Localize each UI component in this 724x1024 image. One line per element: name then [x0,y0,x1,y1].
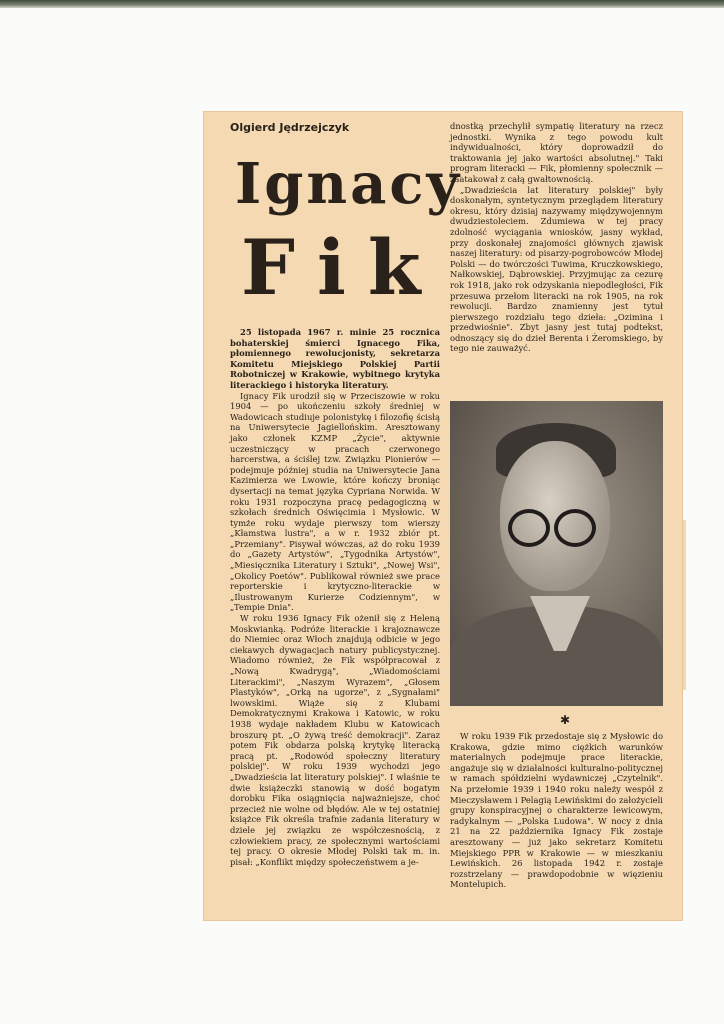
right-column-bottom [450,731,663,890]
glasses-right-lens [554,509,596,547]
lead-paragraph: 25 listopada 1967 r. minie 25 rocznica bohaterskiej śmierci Ignacego Fika, płomiennego rewolucjonisty, sekretarza Komitetu Miejskiego Polskiej Partii Robotniczej w Krakowie, wybitnego krytyka literackiego i historyka literatury. [230,327,440,390]
right-column-top [450,121,663,354]
left-paragraph: W roku 1936 Ignacy Fik ożenił się z Heleną Moskwianką. Podróże literackie i krajoznawcze do Niemiec oraz Włoch znajdują odbicie w jego ciekawych dywagacjach natury publicystycznej. Wiadomo również, że Fik współpracował z „Nową Kwadrygą", „Wiadomościami Literackimi", „Naszym Wyrazem", „Głosem Plastyków", „Orką na ugorze", z „Sygnałami" lwowskimi. Wiąże się z Klubami Demokratycznymi Krakowa i Katowic, w roku 1938 wydaje nakładem Klubu w Katowicach broszurę pt. „O żywą treść demokracji". Zaraz potem Fik obdarza polską krytykę literacką pracą pt. „Rodowód społeczny literatury polskiej". W roku 1939 wychodzi jego „Dwadzieścia lat literatury polskiej". I właśnie te dwie książeczki stanowią w dość bogatym dorobku Fika osiągnięcia najważniejsze, choć przecież nie wolne od błędów. Ale w tej ostatniej książce Fik określa trafnie zadania literatury w dziele jej związku ze współczesnością, z człowiekiem pracy, ze społecznymi wartościami tej pracy. O okresie Młodej Polski tak m. in. pisał: „Konflikt między społeczeństwem a je- [230,613,440,867]
right-paragraph: W roku 1939 Fik przedostaje się z Mysłowic do Krakowa, gdzie mimo ciężkich warunków materialnych podejmuje prace literackie, angażuje się w działalności kulturalno-politycznej w ramach spółdzielni wydawniczej „Czytelnik". Na przełomie 1939 i 1940 roku należy wespół z Mieczysławem i Pelagią Lewińskimi do założycieli grupy konspiracyjnej o charakterze lewicowym, radykalnym — „Polska Ludowa". W nocy z dnia 21 na 22 października Ignacy Fik zostaje aresztowany — już jako sekretarz Komitetu Miejskiego PPR w Krakowie — w mieszkaniu Lewińskich. 26 listopada 1942 r. zostaje rozstrzelany — prawdopodobnie w więzieniu Montelupich. [450,731,663,890]
article-author: Olgierd Jędrzejczyk [230,121,350,134]
newspaper-clipping [203,111,683,921]
article-title-last-name: Fik [241,223,443,312]
right-paragraph: dnostką przechylił sympatię literatury na rzecz jednostki. Wynika z tego powodu kult indywidualności, który doprowadził do traktowania jej jako wartości absolutnej." Taki program literacki — Fik, płomienny społecznik — zaatakował z całą gwałtownością. [450,121,663,184]
article-title-first-name: Ignacy [235,151,462,217]
section-separator: ✱ [560,713,571,727]
glasses-left-lens [508,509,550,547]
right-paragraph: „Dwadzieścia lat literatury polskiej" były doskonałym, syntetycznym przeglądem literatury okresu, który dzisiaj nazywamy międzywojennym dwudziestoleciem. Zdumiewa w tej pracy zdolność wyciągania wniosków, jasny wykład, przy doskonałej znajomości głównych zjawisk naszej literatury: od pisarzy-pogrobowców Młodej Polski — do twórczości Tuwima, Kruczkowskiego, Nałkowskiej, Dąbrowskiej. Przyjmując za cezurę rok 1918, jako rok odzyskania niepodległości, Fik przesuwa przełom literacki na rok 1905, na rok rewolucji. Bardzo znamienny jest tytuł pierwszego rozdziału tego dzieła: „Ozimina i przedwiośnie". Zbyt jasny jest tutaj podtekst, odnoszący się do dzieł Berenta i Żeromskiego, by tego nie zauważyć. [450,184,663,354]
left-paragraph: Ignacy Fik urodził się w Przeciszowie w roku 1904 — po ukończeniu szkoły średniej w Wadowicach studiuje polonistykę i filozofię ścisłą na Uniwersytecie Jagiellońskim. Aresztowany jako członek KZMP „Życie", aktywnie uczestniczący w pracach czerwonego harcerstwa, a ściślej tzw. Związku Pionierów — podejmuje później studia na Uniwersytecie Jana Kazimierza we Lwowie, które kończy broniąc dysertacji na temat języka Cypriana Norwida. W roku 1931 rozpoczyna pracę pedagogiczną w szkołach średnich Oświęcimia i Mysłowic. W tymże roku wydaje pierwszy tom wierszy „Kłamstwa lustra", a w r. 1932 zbiór pt. „Przemiany". Pisywał wówczas, aż do roku 1939 do „Gazety Artystów", „Tygodnika Artystów", „Miesięcznika Literatury i Sztuki", „Nowej Wsi", „Okolicy Poetów". Publikował również swe prace reporterskie i krytyczno-literackie w „Ilustrowanym Kurierze Codziennym", w „Tempie Dnia". [230,390,440,613]
scan-top-edge [0,0,724,8]
portrait-photo [450,401,663,706]
left-column [230,327,440,867]
